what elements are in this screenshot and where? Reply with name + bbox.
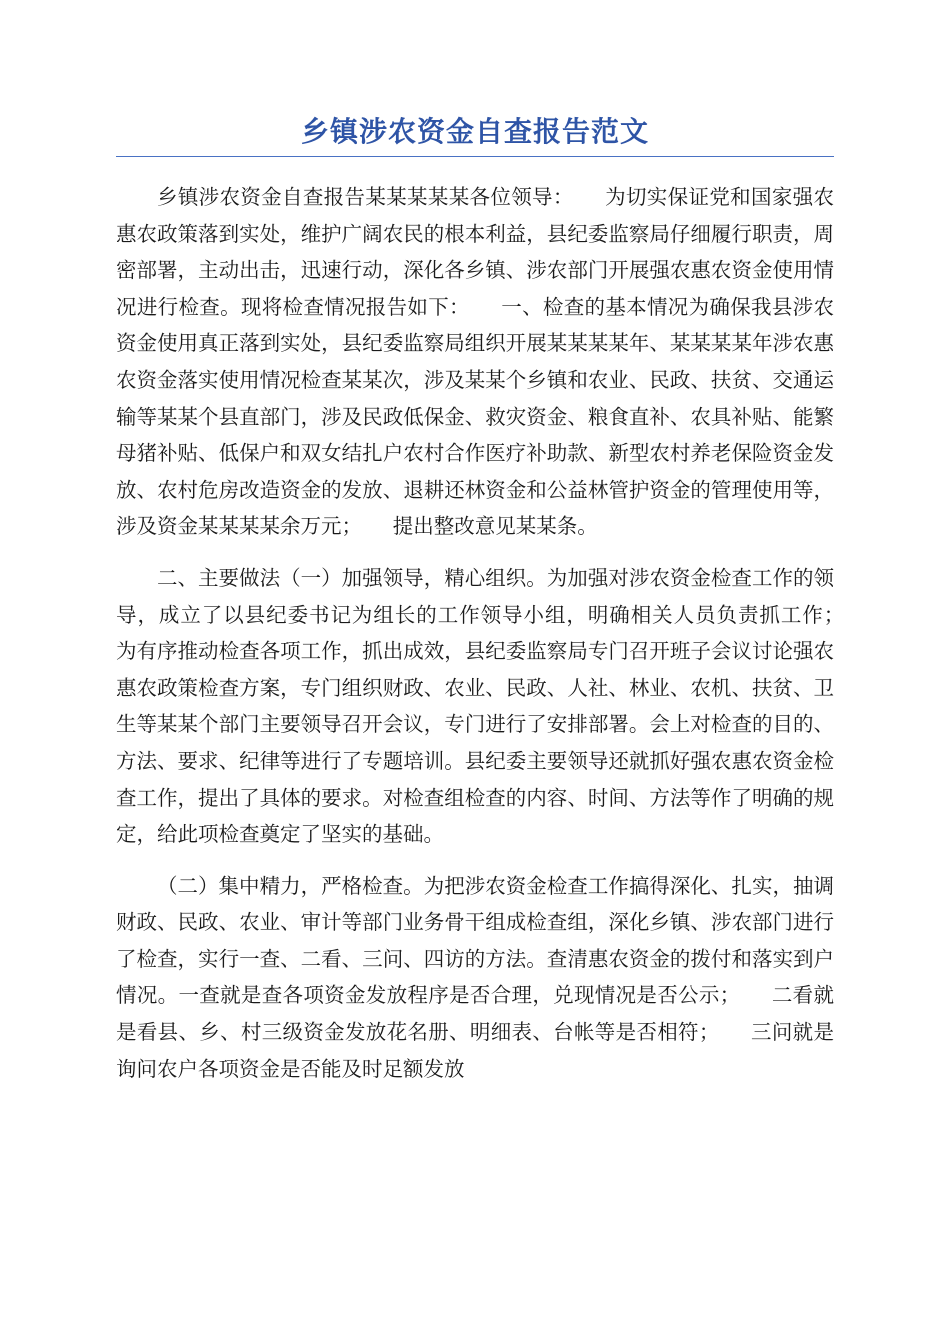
paragraph-1: 乡镇涉农资金自查报告某某某某某各位领导： 为切实保证党和国家强农惠农政策落到实处，维护广阔农民的根本利益，县纪委监察局仔细履行职责，周密部署，主动出击，迅速行动，深化各乡镇、涉农部门开展强农惠农资金使用情况进行检查。现将检查情况报告如下： 一、检查的基本情况为确保我县涉农资金使用真正落到实处，县纪委监察局组织开展某某某某年、某某某某年涉农惠农资金落实使用情况检查某某次，涉及某某个乡镇和农业、民政、扶贫、交通运输等某某个县直部门，涉及民政低保金、救灾资金、粮食直补、农具补贴、能繁母猪补贴、低保户和双女结扎户农村合作医疗补助款、新型农村养老保险资金发放、农村危房改造资金的发放、退耕还林资金和公益林管护资金的管理使用等，涉及资金某某某某余万元； 提出整改意见某某条。: [116, 185, 834, 539]
document-title: 乡镇涉农资金自查报告范文: [300, 115, 649, 148]
title-underline: [116, 156, 834, 157]
document-page: [116, 112, 875, 1102]
paragraph-2: 二、主要做法（一）加强领导，精心组织。为加强对涉农资金检查工作的领导，成立了以县纪委书记为组长的工作领导小组，明确相关人员负责抓工作； 为有序推动检查各项工作，抓出成效，县纪委监察局专门召开班子会议讨论强农惠农政策检查方案，专门组织财政、农业、民政、人社、林业、农机、扶贫、卫生等某某个部门主要领导召开会议，专门进行了安排部署。会上对检查的目的、方法、要求、纪律等进行了专题培训。县纪委主要领导还就抓好强农惠农资金检查工作，提出了具体的要求。对检查组检查的内容、时间、方法等作了明确的规定，给此项检查奠定了坚实的基础。: [116, 565, 875, 847]
paragraph-3: （二）集中精力，严格检查。为把涉农资金检查工作搞得深化、扎实，抽调财政、民政、农业、审计等部门业务骨干组成检查组，深化乡镇、涉农部门进行了检查，实行一查、二看、三问、四访的方法。查清惠农资金的拨付和落实到户情况。一查就是查各项资金发放程序是否合理，兑现情况是否公示； 二看就是看县、乡、村三级资金发放花名册、明细表、台帐等是否相符； 三问就是询问农户各项资金是否能及时足额发放: [116, 873, 834, 1081]
